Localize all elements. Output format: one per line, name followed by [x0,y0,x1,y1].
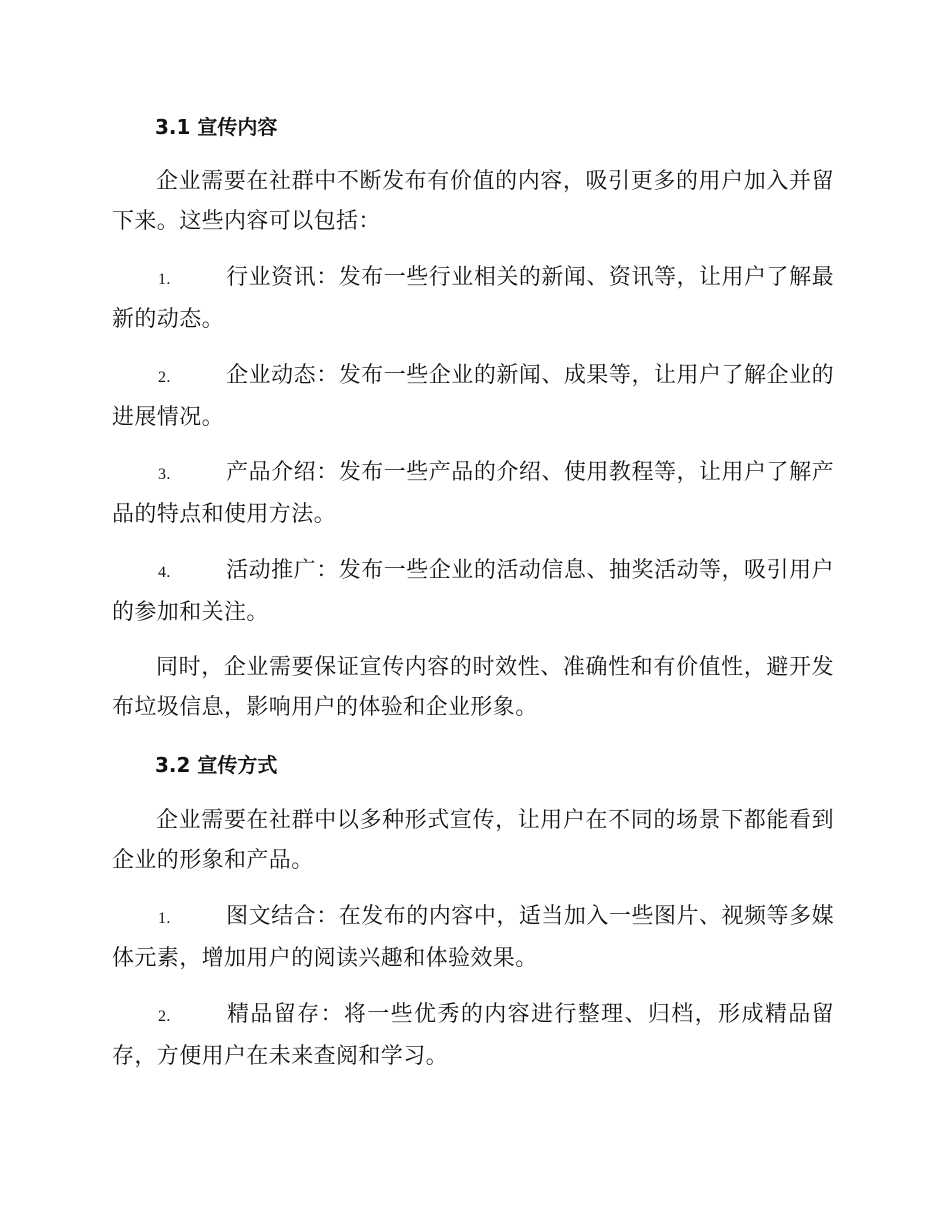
list-number: 3. [158,466,171,483]
list-item-text: 活动推广：发布一些企业的活动信息、抽奖活动等，吸引用户的参加和关注。 [112,558,834,625]
list-item-text: 行业资讯：发布一些行业相关的新闻、资讯等，让用户了解最新的动态。 [112,265,834,332]
list-number: 1. [158,910,171,927]
section-heading: 3.2 宣传方式 [155,753,278,777]
list-item [112,897,834,979]
list-number: 4. [158,564,171,581]
list-item [112,453,834,535]
list-item-text: 精品留存：将一些优秀的内容进行整理、归档，形成精品留存，方便用户在未来查阅和学习。 [112,1002,834,1069]
section-heading: 3.1 宣传内容 [155,115,278,139]
list-item-text: 图文结合：在发布的内容中，适当加入一些图片、视频等多媒体元素，增加用户的阅读兴趣和体验效果。 [112,904,834,971]
list-number: 2. [158,1008,171,1025]
list-item [112,258,834,340]
list-item-text: 产品介绍：发布一些产品的介绍、使用教程等，让用户了解产品的特点和使用方法。 [112,460,834,527]
paragraph: 企业需要在社群中不断发布有价值的内容，吸引更多的用户加入并留下来。这些内容可以包括： [112,169,834,234]
list-number: 1. [158,271,171,288]
list-item [112,356,834,438]
list-item [112,551,834,633]
paragraph: 同时，企业需要保证宣传内容的时效性、准确性和有价值性，避开发布垃圾信息，影响用户的体验和企业形象。 [112,655,834,720]
list-item [112,995,834,1077]
list-number: 2. [158,369,171,386]
paragraph: 企业需要在社群中以多种形式宣传，让用户在不同的场景下都能看到企业的形象和产品。 [112,808,834,873]
list-item-text: 企业动态：发布一些企业的新闻、成果等，让用户了解企业的进展情况。 [112,363,834,430]
